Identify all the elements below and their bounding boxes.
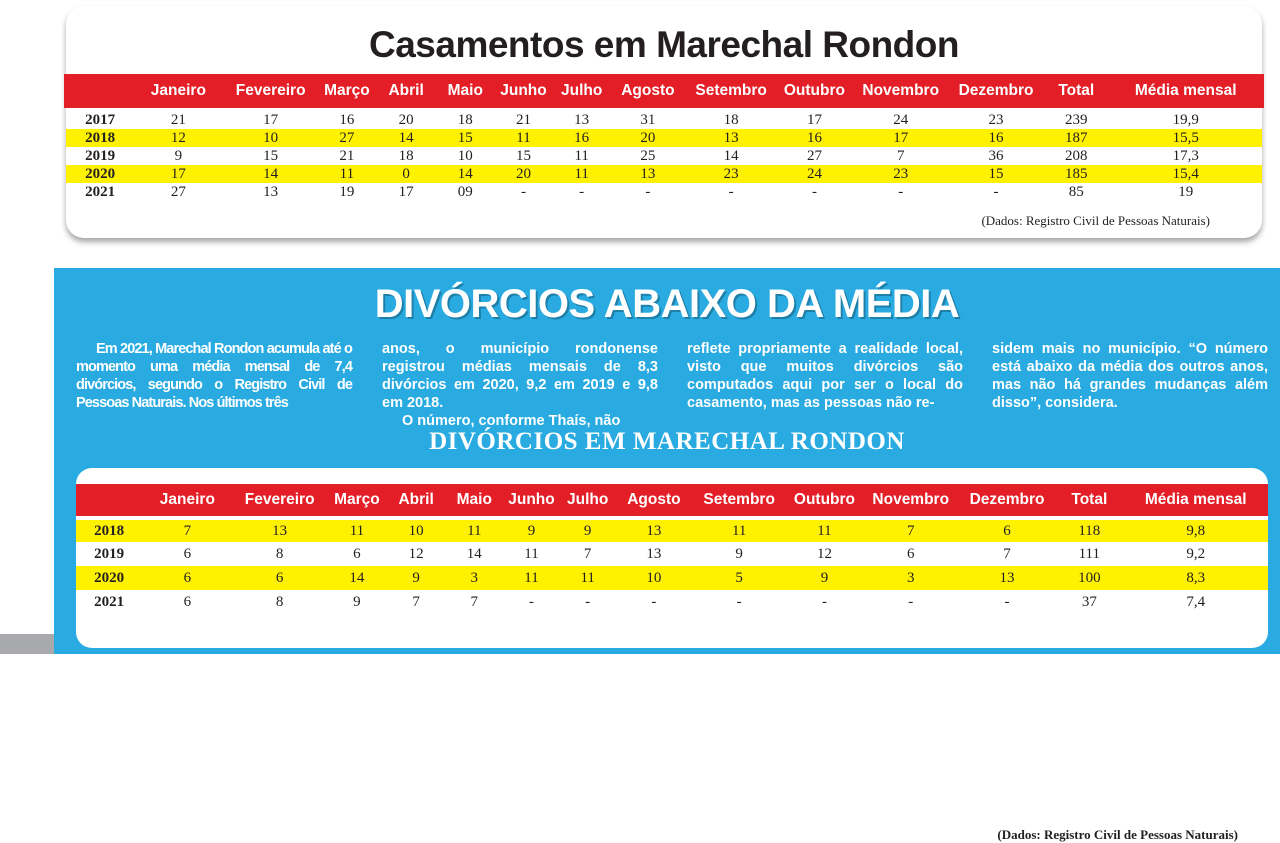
table-cell: 14 [723, 147, 739, 164]
table-cell: 11 [560, 566, 616, 590]
table-cell: 7 [863, 518, 959, 542]
table-cell: 14 [437, 165, 493, 183]
casamentos-title: Casamentos em Marechal Rondon [369, 24, 959, 65]
casamentos-source: (Dados: Registro Civil de Pessoas Naturais) [981, 213, 1210, 228]
table-cell: 17 [853, 129, 949, 147]
table-cell: 7 [142, 518, 232, 542]
table-cell: 0 [375, 165, 437, 183]
row-year: 2019 [94, 545, 125, 562]
table-row [66, 129, 1262, 147]
table-cell: 11 [493, 129, 553, 147]
article-column-3 [687, 340, 963, 412]
column-header: Julho [561, 82, 603, 99]
table-cell: 15 [515, 147, 531, 164]
column-header: Maio [445, 484, 503, 518]
column-header: Setembro [695, 82, 767, 99]
table-cell: 6 [142, 566, 232, 590]
table-cell: - [728, 183, 734, 200]
table-cell: - [821, 593, 827, 610]
table-cell: 9 [786, 566, 862, 590]
table-cell: 15 [263, 147, 279, 164]
column-header: Abril [387, 484, 445, 518]
table-cell: 16 [339, 112, 355, 128]
table-cell: 13 [646, 545, 662, 562]
page-margin [0, 0, 54, 654]
table-cell: 15 [437, 129, 493, 147]
table-cell: - [528, 593, 534, 610]
table-cell: - [1004, 593, 1010, 610]
casamentos-header-row [66, 74, 1262, 108]
table-row [76, 566, 1268, 590]
table-cell: - [898, 183, 904, 200]
table-cell: 21 [515, 112, 531, 128]
table-cell: 7 [470, 593, 479, 610]
table-cell: - [736, 593, 742, 610]
table-cell: 17 [806, 112, 822, 128]
table-cell: 10 [616, 566, 692, 590]
table-cell: 14 [375, 129, 437, 147]
table-cell: 11 [319, 165, 375, 183]
table-cell: 11 [692, 518, 786, 542]
table-cell: 27 [806, 147, 822, 164]
column-header: Total [1058, 82, 1095, 99]
table-cell: 185 [1043, 165, 1109, 183]
header-year-cell [66, 74, 134, 108]
table-cell: 16 [949, 129, 1043, 147]
table-cell: 24 [893, 112, 909, 128]
table-cell: 13 [686, 129, 776, 147]
table-row [76, 590, 1268, 614]
article-col2-text-b: O número, conforme Thaís, não [402, 413, 621, 429]
row-year: 2020 [66, 165, 134, 183]
article-column-4 [992, 340, 1268, 412]
article-col1-text: Em 2021, Marechal Rondon acumula até o momento uma média mensal de 7,4 divórcios, segundo o Registro Civil de Pessoas Naturais. Nos últimos três [76, 341, 352, 411]
table-cell: 9 [387, 566, 445, 590]
table-cell: 27 [319, 129, 375, 147]
table-cell: 9 [560, 518, 616, 542]
column-header: Fevereiro [235, 82, 306, 99]
table-row [66, 108, 1262, 129]
table-cell: 6 [906, 545, 915, 562]
table-cell: 9 [353, 593, 361, 610]
column-header: Janeiro [142, 484, 232, 518]
table-cell: 6 [183, 545, 192, 562]
table-row [76, 518, 1268, 542]
table-cell: 11 [327, 518, 387, 542]
table-cell: 7 [583, 545, 592, 562]
table-cell: 187 [1043, 129, 1109, 147]
table-cell: 208 [1065, 147, 1088, 164]
table-cell: 21 [339, 147, 355, 164]
table-cell: 11 [524, 545, 539, 562]
divorcios-article-title: DIVÓRCIOS ABAIXO DA MÉDIA [374, 282, 960, 326]
table-cell: 20 [493, 165, 553, 183]
table-cell: 11 [445, 518, 503, 542]
table-cell: 8 [275, 593, 284, 610]
article-column-2 [382, 340, 658, 430]
table-cell: 9,8 [1123, 518, 1268, 542]
column-header: Janeiro [150, 82, 206, 99]
table-cell: 14 [223, 165, 319, 183]
column-header: Dezembro [958, 82, 1034, 99]
table-cell: 18 [398, 147, 414, 164]
column-header: Junho [500, 82, 547, 99]
table-cell: 21 [170, 112, 186, 128]
table-cell: 27 [170, 183, 186, 200]
table-cell: 23 [853, 165, 949, 183]
table-cell: 7 [1003, 545, 1011, 562]
table-row [66, 147, 1262, 165]
table-cell: 11 [503, 566, 559, 590]
table-cell: 24 [776, 165, 852, 183]
row-year: 2017 [85, 112, 116, 128]
table-cell: 7 [412, 593, 420, 610]
table-cell: 17,3 [1172, 147, 1199, 164]
table-cell: 239 [1065, 112, 1088, 128]
table-cell: - [579, 183, 585, 200]
table-cell: - [993, 183, 999, 200]
table-cell: 9 [503, 518, 559, 542]
divorcios-card [76, 468, 1268, 842]
casamentos-card [66, 6, 1262, 238]
column-header: Março [324, 82, 370, 99]
table-cell: 7 [896, 147, 905, 164]
table-cell: 10 [457, 147, 473, 164]
column-header: Abril [388, 82, 424, 99]
table-cell: 09 [457, 183, 473, 200]
column-header: Fevereiro [233, 484, 327, 518]
column-header: Março [327, 484, 387, 518]
table-cell: 36 [988, 147, 1004, 164]
table-cell: 10 [223, 129, 319, 147]
table-cell: 20 [398, 112, 414, 128]
table-cell: 16 [554, 129, 610, 147]
table-cell: 23 [988, 112, 1004, 128]
row-year: 2021 [85, 183, 116, 200]
column-header: Total [1055, 484, 1123, 518]
table-cell: 17 [263, 112, 279, 128]
row-year: 2021 [94, 593, 125, 610]
table-cell: 8,3 [1123, 566, 1268, 590]
row-year: 2020 [76, 566, 142, 590]
table-cell: 9,2 [1186, 545, 1206, 562]
table-cell: 14 [466, 545, 482, 562]
page-margin-marker [0, 634, 54, 654]
table-cell: 8 [275, 545, 284, 562]
table-cell: 19 [1178, 183, 1194, 200]
table-cell: 7,4 [1186, 593, 1206, 610]
column-header: Outubro [786, 484, 862, 518]
table-cell: 37 [1081, 593, 1097, 610]
table-cell: 18 [723, 112, 739, 128]
column-header: Junho [503, 484, 559, 518]
table-cell: 13 [616, 518, 692, 542]
column-header: Outubro [783, 82, 845, 99]
table-cell: 6 [353, 545, 361, 562]
table-cell: 18 [457, 112, 473, 128]
table-cell: 6 [183, 593, 192, 610]
table-cell: 3 [863, 566, 959, 590]
header-year-cell [76, 484, 142, 518]
table-cell: 23 [686, 165, 776, 183]
table-cell: 12 [816, 545, 832, 562]
table-cell: - [811, 183, 817, 200]
column-header: Julho [560, 484, 616, 518]
table-cell: - [645, 183, 651, 200]
column-header: Média mensal [1134, 82, 1237, 99]
row-year: 2019 [85, 147, 116, 164]
table-cell: 11 [574, 147, 589, 164]
table-cell: 19 [339, 183, 355, 200]
table-cell: 20 [610, 129, 686, 147]
column-header: Média mensal [1123, 484, 1268, 518]
table-cell: 19,9 [1172, 112, 1199, 128]
table-cell: 11 [554, 165, 610, 183]
divorcios-table [76, 484, 1268, 614]
table-cell: 17 [134, 165, 222, 183]
article-col2-text: anos, o município rondonense registrou médias mensais de 8,3 divórcios em 2020, 9,2 em 2019 e 9,8 em 2018. [382, 341, 658, 411]
table-cell: 14 [327, 566, 387, 590]
table-cell: 100 [1055, 566, 1123, 590]
table-cell: 15,5 [1109, 129, 1262, 147]
table-cell: 12 [408, 545, 424, 562]
divorcios-section [54, 268, 1280, 842]
table-cell: 85 [1068, 183, 1084, 200]
table-cell: 13 [610, 165, 686, 183]
article-col4-text: sidem mais no município. “O número está abaixo da média dos outros anos, mas não há grandes mudanças além disso”, considera. [992, 341, 1268, 411]
column-header: Setembro [692, 484, 786, 518]
table-row [66, 165, 1262, 183]
table-row [66, 183, 1262, 201]
divorcios-table-title: DIVÓRCIOS EM MARECHAL RONDON [429, 428, 905, 455]
column-header: Agosto [616, 484, 692, 518]
divorcios-source: (Dados: Registro Civil de Pessoas Naturais) [997, 827, 1238, 842]
table-cell: 11 [786, 518, 862, 542]
casamentos-table [66, 74, 1262, 201]
table-cell: 118 [1055, 518, 1123, 542]
row-year: 2018 [66, 129, 134, 147]
column-header: Dezembro [959, 484, 1055, 518]
table-cell: 9 [735, 545, 743, 562]
table-cell: 17 [398, 183, 414, 200]
table-cell: 13 [574, 112, 590, 128]
table-cell: 10 [387, 518, 445, 542]
table-cell: - [651, 593, 657, 610]
table-cell: 6 [959, 518, 1055, 542]
column-header: Agosto [621, 82, 675, 99]
table-cell: 9 [174, 147, 183, 164]
column-header: Novembro [862, 82, 940, 99]
table-cell: 111 [1078, 545, 1100, 562]
table-cell: 13 [233, 518, 327, 542]
divorcios-header-row [76, 484, 1268, 518]
table-cell: 25 [640, 147, 656, 164]
table-cell: - [585, 593, 591, 610]
table-cell: - [520, 183, 526, 200]
table-cell: 13 [959, 566, 1055, 590]
column-header: Maio [447, 82, 483, 99]
article-col3-text: reflete propriamente a realidade local, visto que muitos divórcios são computados aqui por ser o local do casamento, mas as pessoas não re- [687, 341, 963, 411]
table-cell: 3 [445, 566, 503, 590]
table-cell: 15 [949, 165, 1043, 183]
table-row [76, 542, 1268, 566]
column-header: Novembro [863, 484, 959, 518]
table-cell: 16 [776, 129, 852, 147]
row-year: 2018 [76, 518, 142, 542]
table-cell: 13 [263, 183, 279, 200]
table-cell: 6 [233, 566, 327, 590]
article-column-1 [76, 340, 352, 412]
table-cell: 12 [134, 129, 222, 147]
table-cell: - [908, 593, 914, 610]
table-cell: 31 [640, 112, 656, 128]
table-cell: 5 [692, 566, 786, 590]
table-cell: 15,4 [1109, 165, 1262, 183]
